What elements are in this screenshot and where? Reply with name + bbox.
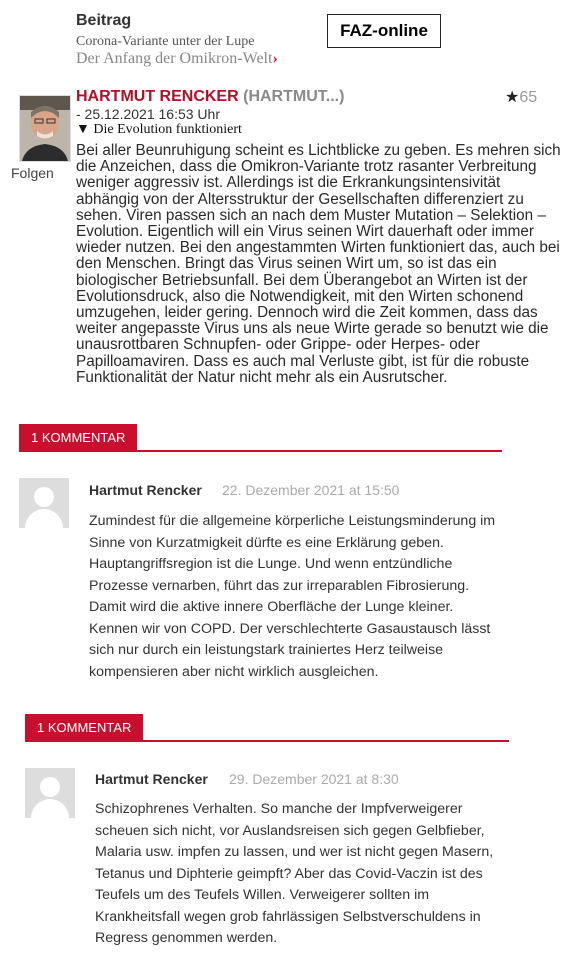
reply-avatar xyxy=(25,768,75,818)
reply-author[interactable]: Hartmut Rencker xyxy=(89,482,202,498)
reply-date[interactable]: 29. Dezember 2021 at 8:30 xyxy=(229,771,399,787)
reply-text: Schizophrenes Verhalten. So manche der Impfverweigerer scheuen sich nicht, vor Auslandsreisen sich gegen Gelbfieber, Malaria usw. impfen zu lassen, und wer ist nicht gegen Masern, Tetanus und Diphterie geimpft? Aber das Covid-Vaczin ist des Teufels um des Teufels Willen. Verweigerer sollten im Krankheitsfall wegen grob fahrlässigen Selbstverschuldens in Regress genommen werden. xyxy=(95,801,494,946)
caret-down-icon: ▼ xyxy=(76,122,90,137)
author-nickname: (HARTMUT...) xyxy=(243,88,345,105)
reply-count-label[interactable]: 1 KOMMENTAR xyxy=(25,714,143,741)
user-photo-icon xyxy=(20,96,70,161)
comment-author[interactable] xyxy=(76,88,344,106)
thread-title: Die Evolution funktioniert xyxy=(93,122,242,137)
comment-date: - 25.12.2021 16:53 Uhr xyxy=(76,106,220,122)
star-icon: ★ xyxy=(505,89,520,106)
reply-count-label[interactable]: 1 KOMMENTAR xyxy=(19,424,137,451)
comment-body: Bei aller Beunruhigung scheint es Lichtblicke zu geben. Es mehren sich die Anzeichen, dass die Omikron-Variante trotz rasanter Verbreitung weniger aggressiv ist. Allerdings ist die Erkrankungsintensivität abhängig von der Altersstruktur der Gesellschaften differenziert zu sehen. Viren passen sich an nach dem Muster Mutation – Selektion – Evolution. Eigentlich will ein Virus seinen Wirt dauerhaft oder immer wieder nutzen. Bei den angestammten Wirten funktioniert das, auch bei den Menschen. Bringt das Virus seinen Wirt um, so ist das ein biologischer Betriebsunfall. Bei dem Überangebot an Wirten ist der Evolutionsdruck, also die Notwendigkeit, mit den Wirten schonend umzugehen, leider gering. Dennoch wird die Zeit kommen, dass das weiter angepasste Virus uns als neue Wirte gerade so benutzt wie die unausrottbaren Schnupfen- oder Grippe- oder Herpes- oder Papilloamaviren. Dass es auch mal Verluste gibt, ist für die robuste Funktionalität der Natur nicht mehr als ein Ausrutscher. xyxy=(76,142,561,386)
reply-author[interactable]: Hartmut Rencker xyxy=(95,771,208,787)
rating[interactable] xyxy=(505,87,537,107)
post-label: Beitrag xyxy=(76,12,132,29)
default-user-shoulders xyxy=(25,509,63,528)
article-subtitle: Corona-Variante unter der Lupe xyxy=(76,34,255,49)
follow-button[interactable]: Folgen xyxy=(11,165,54,181)
default-user-icon xyxy=(40,777,60,797)
chevron-right-icon: › xyxy=(272,50,278,67)
article-title-link[interactable]: Der Anfang der Omikron-Welt› xyxy=(76,50,278,67)
reply-date[interactable]: 22. Dezember 2021 at 15:50 xyxy=(222,482,400,498)
avatar[interactable] xyxy=(19,95,71,162)
default-user-icon xyxy=(34,487,54,507)
rating-count: 65 xyxy=(519,89,538,106)
source-label: FAZ-online xyxy=(327,14,441,48)
author-name: HARTMUT RENCKER xyxy=(76,88,239,105)
reply-avatar xyxy=(19,478,69,528)
default-user-shoulders xyxy=(31,799,69,818)
thread-toggle[interactable] xyxy=(76,122,242,138)
reply-text: Zumindest für die allgemeine körperliche Leistungsminderung im Sinne von Kurzatmigkeit dürfte es eine Erklärung geben. Hauptangriffsregion ist die Lunge. Und wenn entzündliche Prozesse vernarben, führt das zur irreparablen Fibrosierung. Damit wird die aktive innere Oberfläche der Lunge kleiner. Kennen wir von COPD. Der verschlechterte Gasaustausch lässt sich nur durch ein leistungstark trainiertes Herz teilweise kompensieren aber nicht wirklich ausgleichen. xyxy=(89,513,496,680)
